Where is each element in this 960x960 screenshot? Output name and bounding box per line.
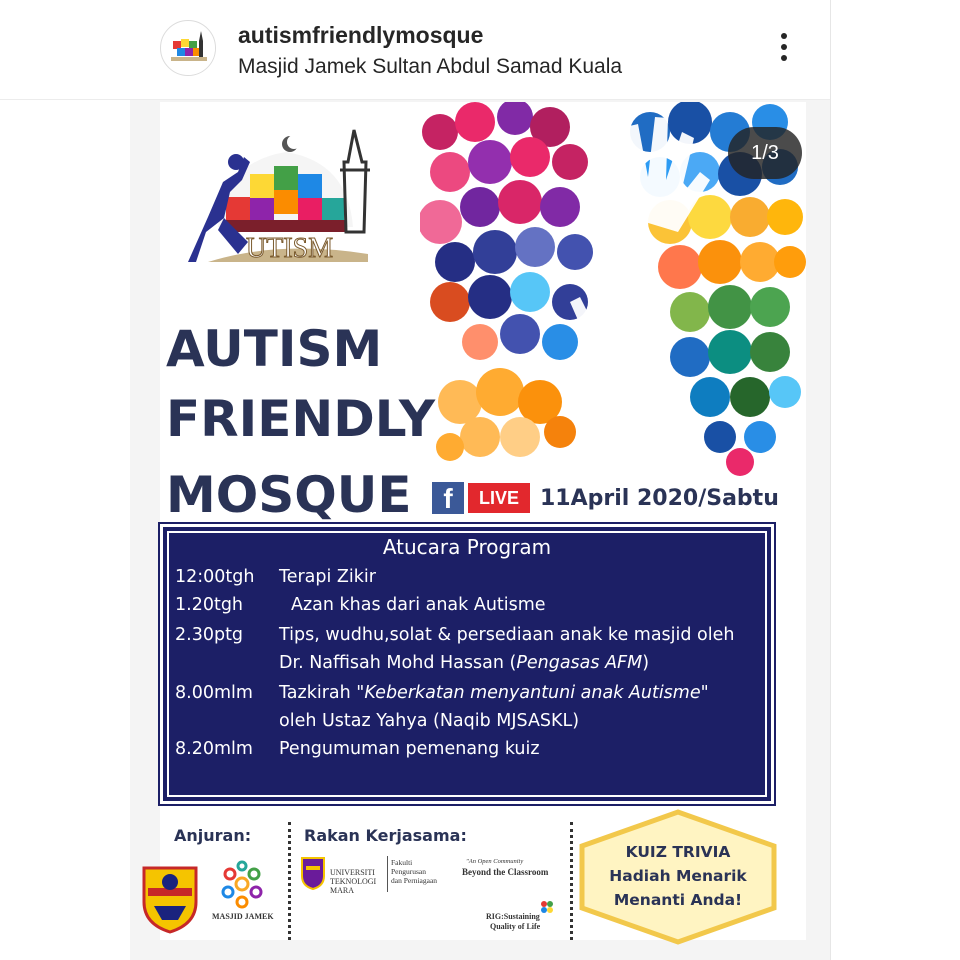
program-row-continuation: oleh Ustaz Yahya (Naqib MJSASKL) (279, 711, 580, 731)
post-location[interactable]: Masjid Jamek Sultan Abdul Samad Kuala (238, 55, 623, 78)
poster-title-line1: AUTISM (166, 320, 383, 378)
more-options-icon[interactable] (770, 30, 798, 70)
autism-logo-icon (161, 21, 216, 76)
right-gutter (830, 0, 960, 960)
uitm-crest-icon (300, 856, 326, 890)
beyond-classroom-text: Beyond the Classroom (462, 867, 549, 877)
masjid-jamek-text: MASJID JAMEK (212, 912, 274, 921)
program-row-continuation: Dr. Naffisah Mohd Hassan (Pengasas AFM) (279, 653, 650, 673)
divider (570, 822, 573, 940)
uitm-text: UNIVERSITI (330, 868, 375, 877)
selangor-crest-icon (138, 858, 202, 934)
rig-text: Quality of Life (490, 922, 541, 931)
partners-label: Rakan Kerjasama: (304, 826, 467, 845)
post-username[interactable]: autismfriendlymosque (238, 22, 484, 48)
program-row: 1.20tgh Azan khas dari anak Autisme (175, 595, 546, 615)
organiser-label: Anjuran: (174, 826, 252, 845)
faculty-text: Pengurusan (391, 867, 426, 876)
poster-title-line2: FRIENDLY (166, 390, 436, 448)
faculty-text: Fakulti (391, 858, 413, 867)
program-row: 12:00tgh Terapi Zikir (175, 567, 376, 587)
faculty-text: dan Perniagaan (391, 876, 438, 885)
logo-autism-text: UTISM (246, 233, 334, 264)
event-date: 11April 2020/Sabtu (540, 486, 779, 511)
facebook-icon: f (432, 482, 464, 514)
divider (288, 822, 291, 940)
program-schedule-box (160, 524, 774, 804)
uitm-text: MARA (330, 886, 355, 895)
program-row: 2.30ptg Tips, wudhu,solat & persediaan anak ke masjid oleh (175, 625, 735, 645)
autism-mosque-logo (178, 122, 384, 272)
post-header (0, 0, 830, 100)
rig-text: RIG:Sustaining (486, 912, 540, 921)
slide-counter: 1/3 (728, 127, 802, 179)
uitm-text: TEKNOLOGI (330, 877, 377, 886)
rig-logo-icon (540, 900, 554, 914)
live-badge: LIVE (468, 483, 530, 513)
program-title: Atucara Program (382, 535, 552, 559)
profile-avatar[interactable] (160, 20, 216, 76)
beyond-classroom-text: "An Open Community (466, 858, 524, 865)
program-row: 8.20mlm Pengumuman pemenang kuiz (175, 739, 540, 759)
quiz-line: Hadiah Menarik (609, 867, 747, 885)
quiz-line: Menanti Anda! (613, 891, 743, 909)
poster-title-line3: MOSQUE (166, 466, 412, 524)
masjid-jamek-logo-icon (214, 860, 270, 910)
quiz-title: KUIZ TRIVIA (625, 843, 731, 861)
program-row: 8.00mlm Tazkirah "Keberkatan menyantuni anak Autisme" (175, 683, 709, 703)
